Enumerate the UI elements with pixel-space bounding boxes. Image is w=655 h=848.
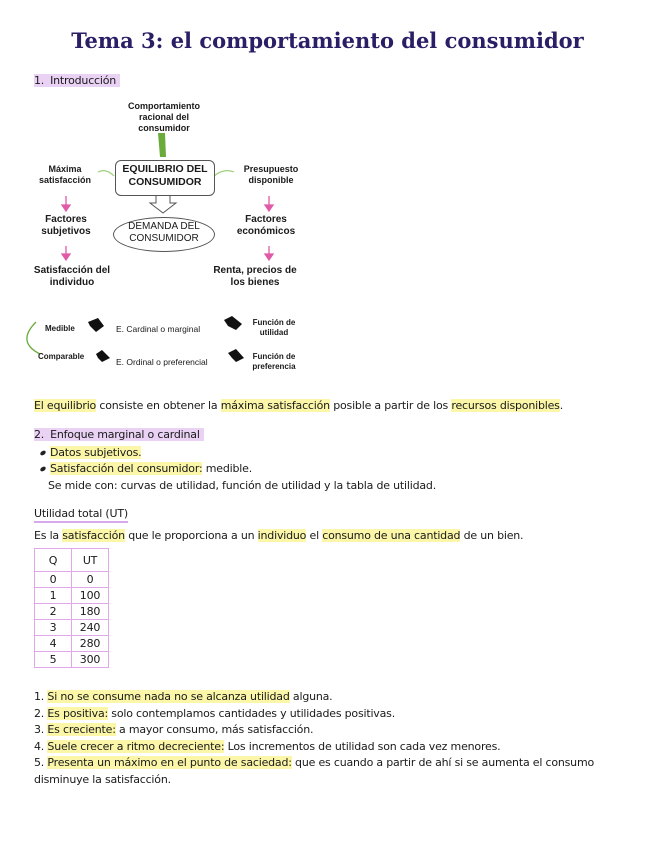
bullet-text: Datos subjetivos.: [50, 446, 142, 459]
hollow-arrow-icon: [150, 195, 176, 213]
bullet-text: medible.: [202, 462, 252, 475]
bullet-1: [40, 446, 141, 459]
list-number: 4.: [34, 739, 48, 753]
table-cell: 180: [72, 604, 109, 620]
text-part: Es la: [34, 529, 63, 542]
equilibrio-sentence: [34, 399, 563, 412]
table-cell: 0: [72, 572, 109, 588]
row1-middle-label: E. Cardinal o marginal: [116, 324, 201, 334]
ut-heading: Utilidad total (UT): [34, 507, 128, 523]
diagram-right-2: Factores económicos: [236, 214, 296, 237]
bullet-2-detail: Se mide con: curvas de utilidad, función de utilidad y la tabla de utilidad.: [48, 479, 436, 492]
leaf-connector: [158, 133, 166, 157]
row2-left-label: Comparable: [38, 352, 85, 361]
ut-definition: [34, 529, 523, 542]
list-text: a mayor consumo, más satisfacción.: [115, 723, 314, 736]
list-highlight: Si no se consume nada no se alcanza utilidad: [47, 690, 290, 703]
diagram-left-3: Satisfacción del individuo: [33, 265, 111, 288]
section-number: 2.: [34, 428, 45, 441]
list-number: 2.: [34, 706, 48, 720]
connector-right: [214, 171, 234, 176]
table-header: UT: [72, 549, 109, 572]
diagram-right-1: Presupuesto disponible: [243, 164, 299, 185]
black-arrows: [88, 316, 244, 362]
table-row: [35, 572, 109, 588]
table-row: [35, 620, 109, 636]
diagram-right-3: Renta, precios de los bienes: [213, 265, 297, 288]
list-number: 1.: [34, 690, 48, 703]
section-number: 1.: [34, 74, 45, 87]
bullet-dot-icon: [39, 466, 46, 473]
row2-right-label: Función de preferencia: [252, 352, 296, 371]
bullet-highlight: Satisfacción del consumidor:: [50, 462, 203, 475]
hl-individuo: individuo: [257, 529, 307, 542]
list-highlight: Es positiva:: [47, 706, 109, 720]
list-text: alguna.: [289, 690, 333, 703]
text-part: que le proporciona a un: [124, 529, 258, 542]
list-item: [34, 689, 634, 706]
utility-table: [34, 548, 109, 668]
list-item: [34, 739, 634, 756]
hl-satisfaccion: satisfacción: [62, 529, 125, 542]
table-cell: 1: [35, 588, 72, 604]
row1-right-label: Función de utilidad: [252, 318, 296, 337]
table-cell: 4: [35, 636, 72, 652]
text-part: .: [559, 399, 563, 412]
table-row: [35, 604, 109, 620]
bullet-2: [40, 462, 252, 475]
row1-left-label: Medible: [45, 324, 75, 333]
diagram-center-box: EQUILIBRIO DEL CONSUMIDOR: [115, 160, 215, 196]
list-text: que es cuando a partir de ahí si se aumenta el consumo disminuye la satisfacción.: [34, 756, 594, 786]
list-text: solo contemplamos cantidades y utilidades positivas.: [108, 706, 395, 720]
list-number: 5.: [34, 756, 48, 769]
list-highlight: Es creciente:: [47, 723, 116, 736]
list-text: Los incrementos de utilidad son cada vez menores.: [224, 739, 501, 753]
list-highlight: Presenta un máximo en el punto de saciedad:: [47, 756, 292, 769]
bracket-curve: [27, 322, 40, 354]
table-row: [35, 652, 109, 668]
connector-left: [98, 171, 114, 176]
page-title: Tema 3: el comportamiento del consumidor: [71, 28, 584, 53]
concept-diagram: [0, 0, 655, 400]
table-cell: 0: [35, 572, 72, 588]
hl-maxima: máxima satisfacción: [220, 399, 330, 412]
hl-consumo: consumo de una cantidad: [322, 529, 461, 542]
text-part: de un bien.: [460, 529, 524, 542]
list-number: 3.: [34, 723, 48, 736]
diagram-left-2: Factores subjetivos: [41, 214, 91, 237]
section-title: Introducción: [50, 74, 117, 87]
section-heading-enfoque: [34, 428, 204, 441]
text-part: consiste en obtener la: [96, 399, 221, 412]
hl-equilibrio: El equilibrio: [34, 399, 97, 412]
table-cell: 240: [72, 620, 109, 636]
table-cell: 100: [72, 588, 109, 604]
section-title: Enfoque marginal o cardinal: [50, 428, 200, 441]
table-cell: 2: [35, 604, 72, 620]
row2-middle-label: E. Ordinal o preferencial: [116, 357, 208, 367]
table-header: Q: [35, 549, 72, 572]
list-highlight: Suele crecer a ritmo decreciente:: [47, 739, 225, 753]
diagram-demand-oval: DEMANDA DEL CONSUMIDOR: [113, 217, 215, 252]
list-item: [34, 706, 634, 723]
table-header-row: [35, 549, 109, 572]
bullet-dot-icon: [39, 450, 46, 457]
table-cell: 300: [72, 652, 109, 668]
table-cell: 3: [35, 620, 72, 636]
properties-list: [34, 689, 634, 788]
table-cell: 5: [35, 652, 72, 668]
table-row: [35, 636, 109, 652]
table-cell: 280: [72, 636, 109, 652]
list-item: [34, 722, 634, 739]
list-item: [34, 755, 634, 788]
diagram-top-label: Comportamiento racional del consumidor: [128, 101, 200, 133]
hl-recursos: recursos disponibles: [451, 399, 560, 412]
diagram-left-1: Máxima satisfacción: [38, 164, 92, 185]
table-row: [35, 588, 109, 604]
text-part: posible a partir de los: [329, 399, 452, 412]
text-part: el: [306, 529, 323, 542]
